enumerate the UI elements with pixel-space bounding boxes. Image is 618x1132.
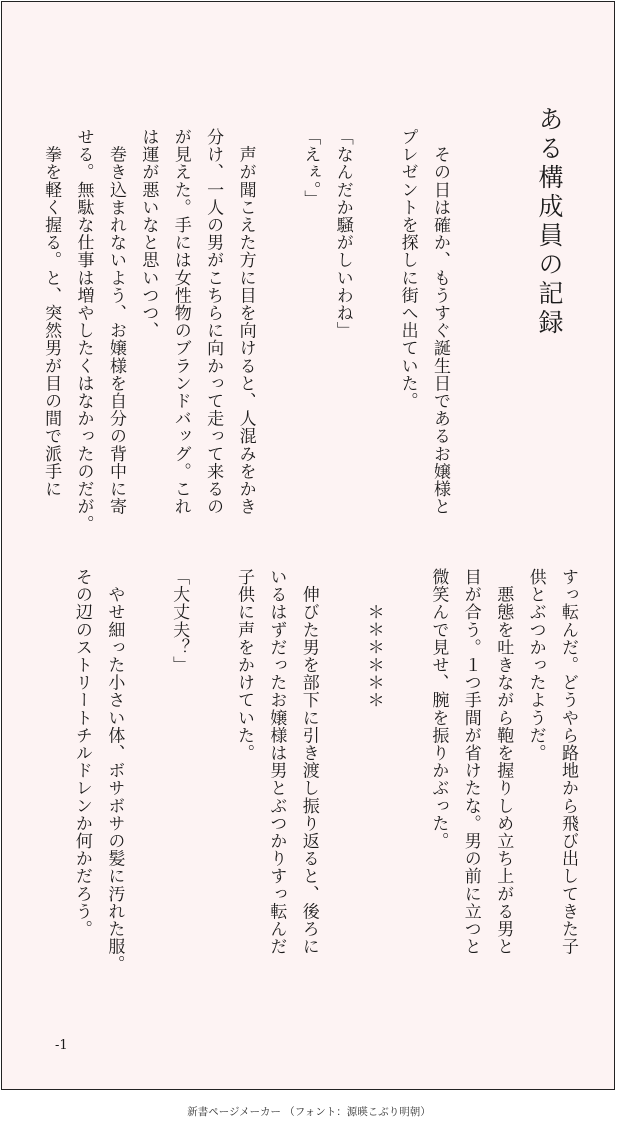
page-number: -1 [55,1038,68,1053]
footer-credit: 新書ページメーカー （フォント：源暎こぶり明朝） [187,1106,431,1118]
lower-text-block: すっ転んだ。どうやら路地から飛び出してきた子 供とぶつかったようだ。 悪態を吐きながら鞄を握りしめ立ち上がる男と 目が合う。１つ手間が省けたな。男の前に立つと 微笑んで見せ、腕を振りかぶった。 ＊＊＊＊＊＊ 伸びた男を部下に引き渡し振り返ると、後ろに いるはずだったお嬢様は男とぶつかりすっ転んだ 子供に声をかけていた。 「大丈夫？」 やせ細った小さい体、ボサボサの髪に汚れた服。 その辺のストリートチルドレンか何かだろう。 [71,568,578,973]
upper-text-block: その日は確か、もうすぐ誕生日であるお嬢様と プレゼントを探しに街へ出ていた。 「なんだか騒がしいわね」 「えぇ。」 声が聞こえた方に目を向けると、人混みをかき 分け、一人の男がこちらに向かって走って来るの が見えた。手には女性物のブランドバッグ。これ は運が悪いなと思いつつ、 巻き込まれないよう、お嬢様を自分の背中に寄 せる。無駄な仕事は増やしたくはなかったのだが。 拳を軽く握る。と、突然男が目の間で派手に [41,128,450,533]
manuscript-page [1,1,615,1090]
page-title: ある構成員の記録 [535,106,564,338]
